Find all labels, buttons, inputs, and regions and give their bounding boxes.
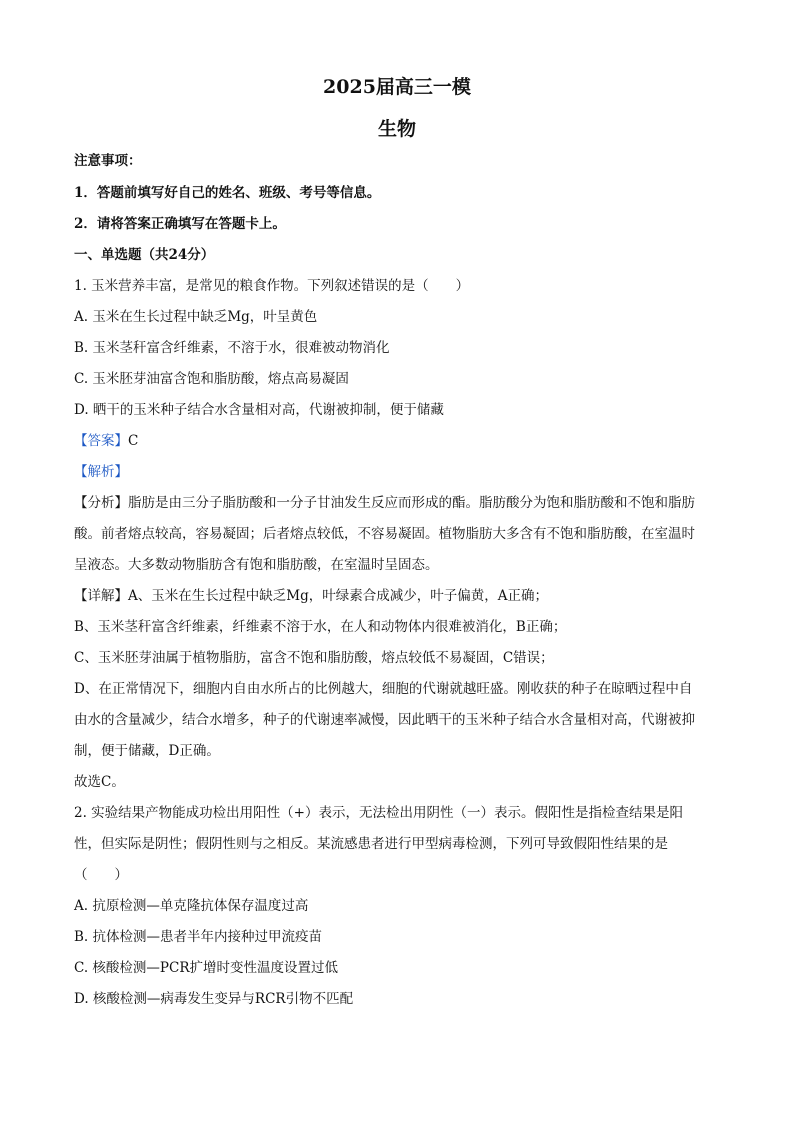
q2-option-b: B. 抗体检测—患者半年内接种过甲流疫苗: [74, 929, 323, 945]
q1-fenxi-line-2: 酸。前者熔点较高，容易凝固；后者熔点较低，不容易凝固。植物脂肪大多含有不饱和脂肪酸，在室温时: [74, 526, 695, 542]
xiangjie-tag: 【详解】: [74, 588, 128, 604]
xiangjie-text-1: A、玉米在生长过程中缺乏Mg，叶绿素合成减少，叶子偏黄，A正确；: [128, 588, 548, 604]
notice-heading: 注意事项：: [74, 153, 142, 169]
q2-stem-line-1: 2. 实验结果产物能成功检出用阳性（+）表示，无法检出用阴性（一）表示。假阳性是指检查结果是阳: [74, 805, 683, 821]
notice-item-1: 1．答题前填写好自己的姓名、班级、考号等信息。: [74, 185, 381, 201]
q1-analysis-tag: [74, 463, 724, 481]
q2-option-c: C. 核酸检测—PCR扩增时变性温度设置过低: [74, 960, 339, 976]
q1-option-a: A. 玉米在生长过程中缺乏Mg，叶呈黄色: [74, 309, 318, 325]
q1-xiangjie-line-1: [74, 587, 724, 605]
q1-xiangjie-line-2: B、玉米茎秆富含纤维素，纤维素不溶于水，在人和动物体内很难被消化，B正确；: [74, 619, 567, 635]
answer-value: C: [128, 433, 139, 449]
q2-option-a: A. 抗原检测—单克隆抗体保存温度过高: [74, 898, 309, 914]
q2-stem-line-3: （ ）: [74, 867, 128, 883]
q1-fenxi-line-3: 呈液态。大多数动物脂肪含有饱和脂肪酸，在室温时呈固态。: [74, 557, 439, 573]
q1-option-b: B. 玉米茎秆富含纤维素，不溶于水，很难被动物消化: [74, 340, 390, 356]
q1-xiangjie-line-3: C、玉米胚芽油属于植物脂肪，富含不饱和脂肪酸，熔点较低不易凝固，C错误；: [74, 650, 554, 666]
analysis-tag: 【解析】: [74, 464, 128, 480]
q1-answer: [74, 432, 724, 450]
q1-conclusion: 故选C。: [74, 774, 125, 790]
q1-xiangjie-line-5: 由水的含量减少，结合水增多，种子的代谢速率减慢，因此晒干的玉米种子结合水含量相对高，代谢被抑: [74, 712, 695, 728]
q1-xiangjie-line-4: D、在正常情况下，细胞内自由水所占的比例越大，细胞的代谢就越旺盛。刚收获的种子在晾晒过程中自: [74, 681, 693, 697]
q1-fenxi-line-1: [74, 494, 724, 512]
exam-title: 2025届高三一模: [323, 76, 471, 98]
subject-title: 生物: [377, 118, 416, 140]
section-heading: 一、单选题（共24分）: [74, 247, 215, 263]
q1-stem: 1. 玉米营养丰富，是常见的粮食作物。下列叙述错误的是（ ）: [74, 278, 470, 294]
fenxi-tag: 【分析】: [74, 495, 128, 511]
q2-option-d: D. 核酸检测—病毒发生变异与RCR引物不匹配: [74, 991, 354, 1007]
q1-option-c: C. 玉米胚芽油富含饱和脂肪酸，熔点高易凝固: [74, 371, 349, 387]
answer-tag: 【答案】: [74, 433, 128, 449]
q1-option-d: D. 晒干的玉米种子结合水含量相对高，代谢被抑制，便于储藏: [74, 402, 444, 418]
q2-stem-line-2: 性，但实际是阴性；假阴性则与之相反。某流感患者进行甲型病毒检测，下列可导致假阳性结果的是: [74, 836, 668, 852]
fenxi-text-1: 脂肪是由三分子脂肪酸和一分子甘油发生反应而形成的酯。脂肪酸分为饱和脂肪酸和不饱和脂肪: [128, 495, 695, 511]
notice-item-2: 2．请将答案正确填写在答题卡上。: [74, 216, 286, 232]
q1-xiangjie-line-6: 制，便于储藏，D正确。: [74, 743, 220, 759]
